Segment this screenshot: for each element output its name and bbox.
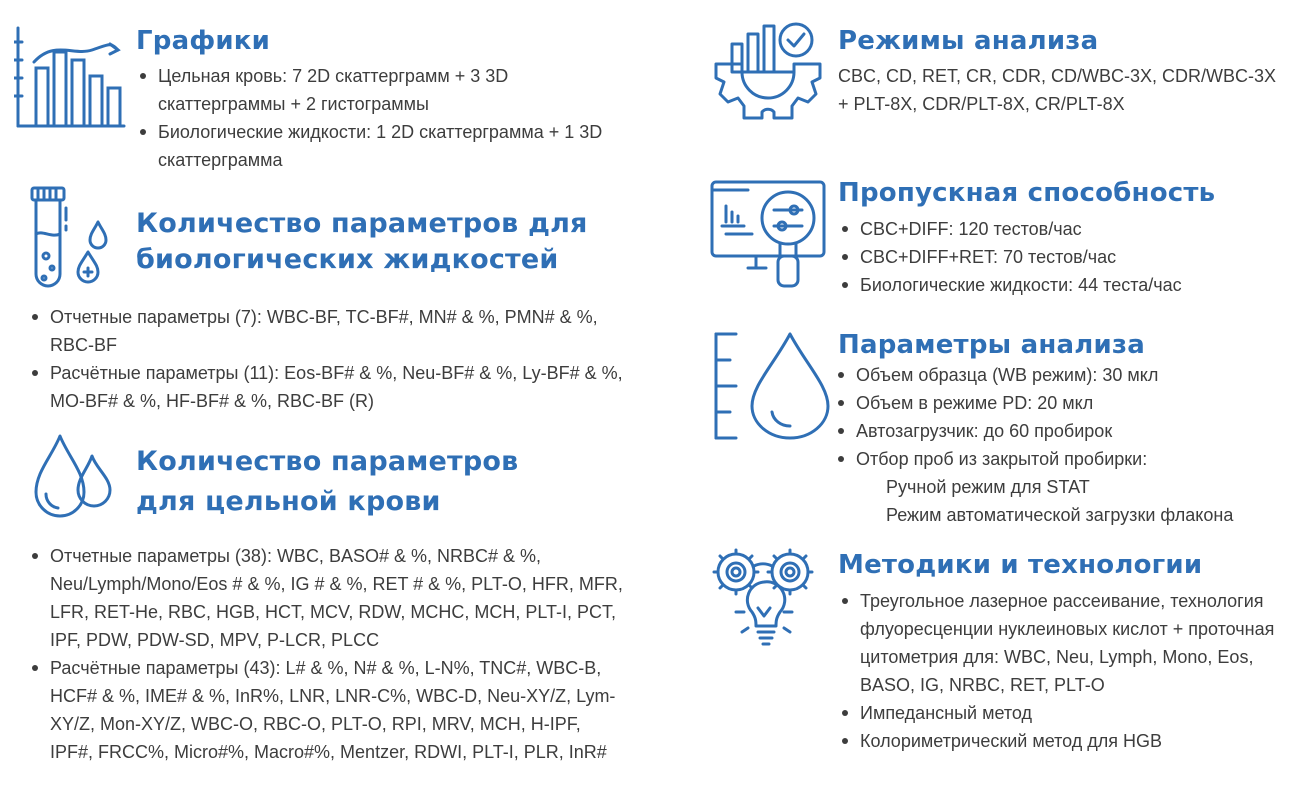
list-item: Биологические жидкости: 44 теста/час [838, 271, 1278, 299]
analysis-params-list [834, 361, 1294, 529]
bf-params-title-line2: биологических жидкостей [136, 244, 559, 275]
wb-params-title-line1: Количество параметров [136, 446, 519, 477]
bf-params-title-line1: Количество параметров для [136, 208, 588, 239]
list-item: Автозагрузчик: до 60 пробирок [834, 417, 1294, 445]
list-item: Расчётные параметры (11): Eos-BF# & %, Neu-BF# & %, Ly-BF# & %, MO-BF# & %, HF-BF# & %, RBC-BF (R) [28, 359, 628, 415]
list-item: Импедансный метод [838, 699, 1293, 727]
wb-params-list [28, 542, 624, 766]
blood-drops-icon [32, 432, 114, 522]
wb-params-title [136, 444, 518, 520]
list-item: Объем в режиме PD: 20 мкл [834, 389, 1294, 417]
gear-chart-check-icon [712, 20, 824, 132]
list-item: CBC+DIFF+RET: 70 тестов/час [838, 243, 1278, 271]
list-subitem: Ручной режим для STAT [886, 477, 1090, 497]
methods-title: Методики и технологии [838, 550, 1203, 580]
list-item: CBC+DIFF: 120 тестов/час [838, 215, 1278, 243]
list-item: Биологические жидкости: 1 2D скаттерграмма + 1 3D скаттерграмма [136, 118, 626, 174]
gears-lightbulb-icon [710, 546, 822, 658]
throughput-list [838, 215, 1278, 299]
list-item: Треугольное лазерное рассеивание, технология флуоресценции нуклеиновых кислот + проточная цитометрия для: WBC, Neu, Lymph, Mono, Eos, BASO, IG, NRBC, RET, PLT-O [838, 587, 1293, 699]
wb-params-title-line2: для цельной крови [136, 486, 441, 517]
graphs-title: Графики [136, 26, 271, 56]
list-subitem: Режим автоматической загрузки флакона [886, 505, 1234, 525]
monitor-magnifier-icon [708, 178, 828, 294]
list-item: Отбор проб из закрытой пробирки: [834, 445, 1294, 473]
bf-params-title [136, 206, 588, 278]
modes-title: Режимы анализа [838, 26, 1099, 56]
drop-scale-icon [712, 330, 832, 442]
list-item: Цельная кровь: 7 2D скаттерграмм + 3 3D скаттерграммы + 2 гистограммы [136, 62, 626, 118]
methods-list [838, 587, 1293, 755]
list-item: Расчётные параметры (43): L# & %, N# & %, L-N%, TNC#, WBC-B, HCF# & %, IME# & %, InR%, LNR, LNR-C%, WBC-D, Neu-XY/Z, Lym-XY/Z, Mon-XY/Z, WBC-O, RBC-O, PLT-O, RPI, MRV, MCH, H-IPF, IPF#, FRCC%, Micro#%, Macro#%, Mentzer, RDWI, PLT-I, PLR, InR# [28, 654, 624, 766]
list-item: Отчетные параметры (38): WBC, BASO# & %, NRBC# & %, Neu/Lymph/Mono/Eos # & %, IG # & %, RET # & %, PLT-O, HFR, MFR, LFR, RET-He, RBC, HGB, HCT, MCV, RDW, MCHC, MCH, PLT-I, PCT, IPF, PDW, PDW-SD, MPV, P-LCR, PLCC [28, 542, 624, 654]
list-item: Объем образца (WB режим): 30 мкл [834, 361, 1294, 389]
modes-text: CBC, CD, RET, CR, CDR, CD/WBC-3X, CDR/WBC-3X + PLT-8X, CDR/PLT-8X, CR/PLT-8X [838, 66, 1277, 114]
graphs-list [136, 62, 626, 174]
analysis-params-title: Параметры анализа [838, 330, 1145, 360]
bar-chart-icon [14, 20, 126, 132]
throughput-title: Пропускная способность [838, 178, 1216, 208]
list-item: Колориметрический метод для HGB [838, 727, 1293, 755]
test-tube-icon [22, 186, 118, 292]
bf-params-list [28, 303, 628, 415]
list-item: Отчетные параметры (7): WBC-BF, TC-BF#, MN# & %, PMN# & %, RBC-BF [28, 303, 628, 359]
